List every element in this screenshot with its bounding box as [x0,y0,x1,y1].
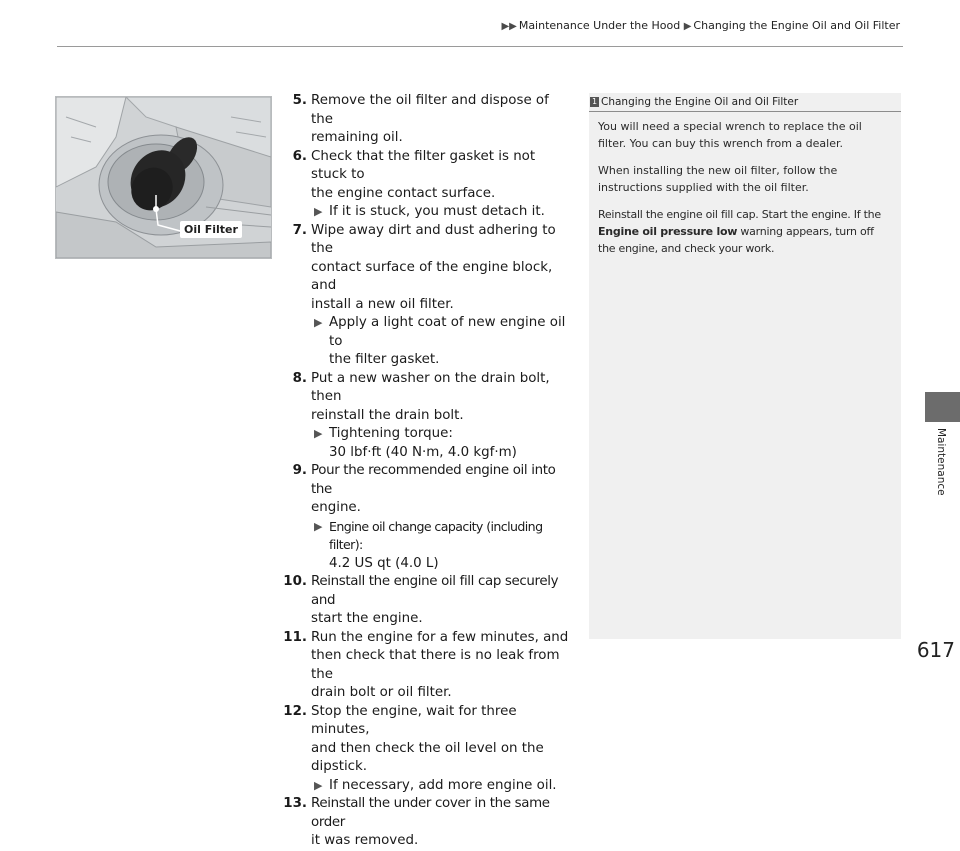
reference-mark-icon: 1 [591,97,598,106]
sidebar-line: You will need a special wrench to replace the oil [598,120,862,133]
step-item [270,795,575,851]
step-text: reinstall the drain bolt. [311,407,464,423]
sidebar-body [598,118,893,267]
step-text: install a new oil filter. [311,296,454,312]
sidebar-line: filter. You can buy this wrench from a dealer. [598,137,844,150]
step-text: Put a new washer on the drain bolt, then [311,370,550,404]
step-text: contact surface of the engine block, and [311,259,553,293]
step-text: the engine contact surface. [311,185,496,201]
step-item [270,462,575,518]
note-text: 30 lbf·ft (40 N·m, 4.0 kgf·m) [329,444,517,460]
step-text: and then check the oil level on the [311,740,544,756]
step-item [270,370,575,426]
note-text: If necessary, add more engine oil. [329,777,557,793]
step-item [270,703,575,777]
page-number: 617 [916,638,955,662]
sidebar-line: When installing the new oil filter, follow the [598,164,838,177]
procedure-steps [270,92,575,851]
triangle-arrow-icon: ▶ [314,205,323,218]
step-text: then check that there is no leak from the [311,648,560,682]
step-item [270,573,575,629]
note-text: Tightening torque: [329,426,453,441]
sidebar-line: warning appears, turn off [737,225,874,238]
breadcrumb-item: Maintenance Under the Hood [518,19,681,32]
step-text: Reinstall the engine oil fill cap securely and [311,574,559,608]
triangle-arrow-icon: ▶ [314,778,323,792]
header-divider [57,46,903,47]
warning-name: Engine oil pressure low [598,225,738,238]
step-note [270,203,575,222]
step-number: 8. [292,370,307,386]
step-text: dipstick. [311,759,368,774]
arrow-icon: ▶▶ [501,21,517,32]
note-text: Engine oil change capacity (including filter): [329,518,543,552]
sidebar-line: Reinstall the engine oil fill cap. Start the engine. If the [598,208,881,221]
step-text: Pour the recommended engine oil into the [311,463,556,497]
breadcrumb-item: Changing the Engine Oil and Oil Filter [693,19,900,32]
triangle-arrow-icon: ▶ [314,427,323,440]
triangle-arrow-icon: ▶ [314,519,323,533]
step-text: Run the engine for a few minutes, and [311,629,569,645]
section-tab [925,392,960,422]
sidebar-line: instructions supplied with the oil filter. [598,181,809,194]
breadcrumb [0,19,900,32]
step-number: 13. [283,796,307,811]
step-number: 6. [292,148,307,164]
note-text: 4.2 US qt (4.0 L) [329,555,439,571]
step-item [270,222,575,315]
step-item [270,92,575,148]
note-text: Apply a light coat of new engine oil to [329,315,566,349]
note-sidebar [589,93,901,639]
step-text: Remove the oil filter and dispose of the [311,93,549,127]
note-text: the filter gasket. [329,352,440,367]
step-text: Check that the filter gasket is not stuck to [311,148,536,182]
step-text: Stop the engine, wait for three minutes, [311,703,517,737]
step-number: 12. [283,703,307,719]
sidebar-heading [589,93,901,112]
sidebar-paragraph [598,118,893,152]
step-text: engine. [311,500,361,515]
step-note [270,518,575,574]
sidebar-paragraph [598,162,893,196]
step-item [270,148,575,204]
step-note [270,777,575,796]
triangle-arrow-icon: ▶ [314,316,323,329]
oil-filter-label: Oil Filter [180,221,242,238]
step-note [270,314,575,370]
sidebar-title: Changing the Engine Oil and Oil Filter [601,96,799,108]
step-number: 10. [283,574,307,589]
step-text: drain bolt or oil filter. [311,685,452,700]
step-text: remaining oil. [311,130,403,145]
step-number: 7. [292,222,307,238]
step-note [270,425,575,462]
step-text: start the engine. [311,611,423,626]
step-item [270,629,575,703]
step-text: it was removed. [311,833,419,848]
arrow-icon: ▶ [683,21,692,32]
step-number: 9. [292,463,307,478]
sidebar-paragraph [598,206,893,257]
step-number: 11. [283,629,307,645]
step-number: 5. [292,93,307,108]
section-label: Maintenance [935,428,947,496]
step-text: Reinstall the under cover in the same order [311,796,550,830]
sidebar-line: the engine, and check your work. [598,242,775,255]
note-text: If it is stuck, you must detach it. [329,204,545,219]
step-text: Wipe away dirt and dust adhering to the [311,222,556,256]
